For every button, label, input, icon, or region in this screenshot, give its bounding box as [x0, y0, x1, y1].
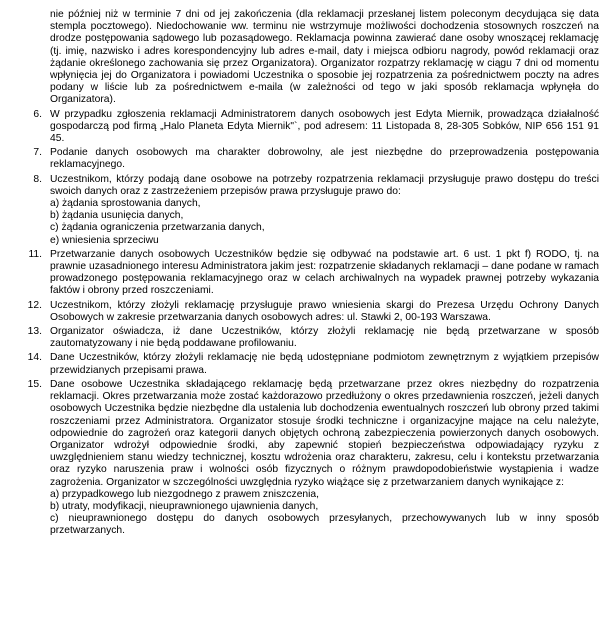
- item-paragraph: Przetwarzanie danych osobowych Uczestników będzie się odbywać na podstawie art. 6 ust. 1 pkt f) RODO, tj. na prawnie uzasadnionego interesu Administratora jakim jest: rozpatrzenie składanych reklamacji – dane podane w ramach prowadzonego postępowania reklamacyjnego oraz w celach archiwalnych na wypadek prawnej potrzeby wykazania faktów i obrony przed roszczeniami.: [50, 248, 599, 297]
- item-text: [50, 249, 599, 298]
- sub-item: c) nieuprawnionego dostępu do danych osobowych przesyłanych, przechowywanych lub w inny sposób przetwarzanych.: [50, 513, 599, 537]
- item-number: 13.: [27, 326, 42, 338]
- item-paragraph: Uczestnikom, którzy złożyli reklamację przysługuje prawo wniesienia skargi do Prezesa Urzędu Ochrony Danych Osobowych w zakresie przetwarzania danych osobowych adres: ul. Stawki 2, 00-193 Warszawa.: [50, 299, 599, 323]
- list-item: [8, 109, 599, 146]
- item-paragraph: W przypadku zgłoszenia reklamacji Administratorem danych osobowych jest Edyta Miernik, prowadząca działalność gospodarczą pod firmą „Halo Planeta Edyta Miernik"`, pod adresem: 11 Listopada 8, 28-305 Sobków, NIP 656 151 91 45.: [50, 108, 599, 145]
- sub-item: a) żądania sprostowania danych,: [50, 198, 201, 210]
- item-paragraph: Dane osobowe Uczestnika składającego reklamację będą przetwarzane przez okres niezbędny do rozpatrzenia reklamacji. Okres przetwarzania może zostać każdorazowo przedłużony o okres przedawnienia roszczeń, jeżeli danych osobowych Uczestnika będzie niezbędne dla ustalenia lub dochodzenia ewentualnych roszczeń lub obrony przed takimi roszczeniami przez Administratora. Organizator stosuje środki techniczne i organizacyjne mające na celu należyte, odpowiednie do zagrożeń oraz kategorii danych objętych ochroną zabezpieczenia powierzonych danych osobowych. Organizator wdrożył odpowiednie środki, aby zapewnić stopień bezpieczeństwa odpowiadający ryzyku z uwzględnieniem stanu wiedzy technicznej, kosztu wdrożenia oraz charakteru, zakresu, celu i kontekstu przetwarzania oraz ryzyko naruszenia praw i wolności osób fizycznych o różnym prawdopodobieństwie wystąpienia i wadze zagrożenia. Organizator w szczególności uwzględnia ryzyko wiążące się z przetwarzaniem danych wynikające z:: [50, 378, 599, 488]
- list-item: [8, 300, 599, 324]
- list-item: [8, 249, 599, 298]
- list-item: [8, 174, 599, 247]
- item-paragraph: Podanie danych osobowych ma charakter dobrowolny, ale jest niezbędne do przeprowadzenia postępowania reklamacyjnego.: [50, 147, 599, 171]
- item-number: 8.: [33, 173, 42, 185]
- item-number: 6.: [33, 108, 42, 120]
- item-paragraph: Dane Uczestników, którzy złożyli reklamację nie będą udostępniane podmiotom zewnętrznym z wyjątkiem przepisów przewidzianych przepisami prawa.: [50, 352, 599, 376]
- intro-paragraph: nie później niż w terminie 7 dni od jej zakończenia (dla reklamacji przesłanej listem poleconym decydująca się data stempla pocztowego). Niedochowanie ww. terminu nie wstrzymuje możliwości dochodzenia stosownych roszczeń na drodze postępowania sądowego lub pozasądowego. Reklamacja powinna zawierać dane osoby wnoszącej reklamację (tj. imię, nazwisko i adres korespondencyjny lub adres e-mail, daty i miejsca odbioru nagrody, powód reklamacji oraz żądanie określonego zachowania się przez Organizatora). Organizator rozpatrzy reklamację w ciągu 7 dni od momentu wpłynięcia jej do Organizatora i powiadomi Uczestnika o sposobie jej rozpatrzenia za pośrednictwem poczty na adres podany w liście lub za pośrednictwem e-maila (w zależności od tego w jaki sposób reklamacja wpłynęła do Organizatora).: [50, 9, 599, 106]
- sub-item: a) przypadkowego lub niezgodnego z prawem zniszczenia,: [50, 488, 320, 500]
- item-text: [50, 147, 599, 171]
- item-text: [50, 109, 599, 146]
- item-paragraph: Uczestnikom, którzy podają dane osobowe na potrzeby rozpatrzenia reklamacji przysługuje prawo dostępu do treści swoich danych oraz z zastrzeżeniem przepisów prawa przysługuje prawo do:: [50, 173, 599, 197]
- item-text: [50, 326, 599, 350]
- sub-item: b) utraty, modyfikacji, nieuprawnionego ujawnienia danych,: [50, 500, 319, 512]
- item-text: [50, 379, 599, 538]
- item-text: [50, 352, 599, 376]
- item-number: 12.: [27, 299, 42, 311]
- item-number: 15.: [27, 378, 42, 390]
- item-number: 11.: [28, 248, 42, 260]
- item-number: 7.: [33, 147, 42, 159]
- list-item: [8, 352, 599, 376]
- sub-item: b) żądania usunięcia danych,: [50, 210, 184, 222]
- list-item: [8, 379, 599, 538]
- list-item: [8, 147, 599, 171]
- list-item: [8, 326, 599, 350]
- item-number: 14.: [27, 352, 42, 364]
- item-text: [50, 174, 599, 247]
- item-text: [50, 300, 599, 324]
- sub-item: c) żądania ograniczenia przetwarzania danych,: [50, 222, 265, 234]
- sub-item: e) wniesienia sprzeciwu: [50, 234, 159, 246]
- item-paragraph: Organizator oświadcza, iż dane Uczestników, którzy złożyli reklamację nie będą przetwarzane w sposób zautomatyzowany i nie będą poddawane profilowaniu.: [50, 326, 599, 350]
